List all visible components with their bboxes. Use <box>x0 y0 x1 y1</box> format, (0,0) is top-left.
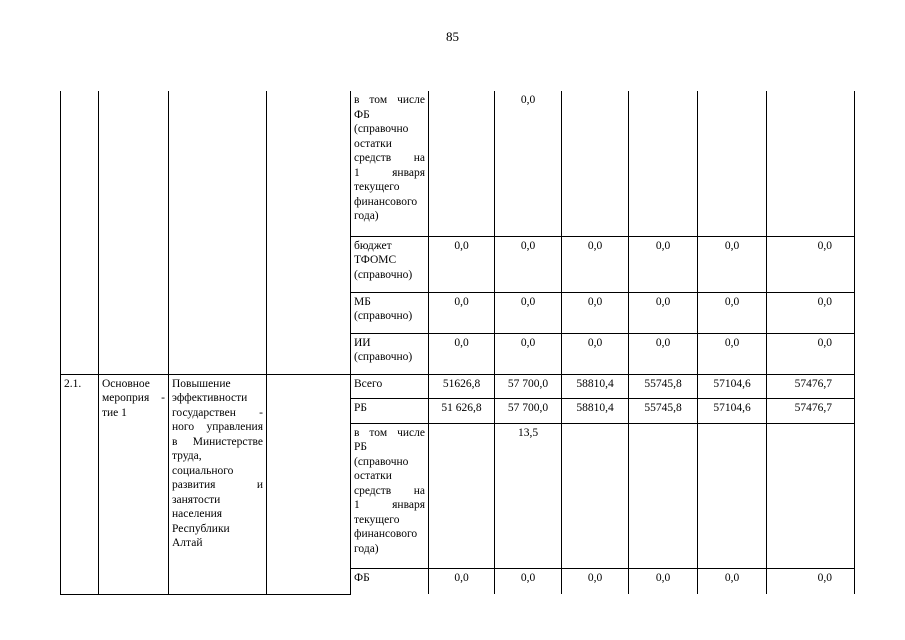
empty-cell <box>99 91 169 374</box>
empty-cell <box>169 91 267 374</box>
text-line: ТФОМС <box>354 254 397 266</box>
budget-table <box>60 91 855 595</box>
section-number: 2.1. <box>61 374 99 594</box>
value-cell: 51 626,8 <box>429 398 495 423</box>
text-line: Республики <box>172 522 230 535</box>
text-line: ИИ <box>354 336 371 349</box>
value-cell: 0,0 <box>629 568 698 594</box>
empty-cell <box>61 91 99 374</box>
text-line: ФБ <box>354 108 370 121</box>
text-line: 1 января <box>354 166 425 179</box>
value-cell: 0,0 <box>698 292 767 333</box>
text-line: средств на <box>354 484 425 497</box>
text-line: государствен - <box>172 406 263 419</box>
value-cell: 0,0 <box>629 292 698 333</box>
table-row <box>61 374 855 398</box>
value-cell: 0,0 <box>495 333 562 374</box>
value-cell: 51626,8 <box>429 374 495 398</box>
value-cell: 58810,4 <box>562 374 629 398</box>
value-cell: 0,0 <box>629 333 698 374</box>
value-cell: 57476,7 <box>767 374 855 398</box>
value-cell: 0,0 <box>429 292 495 333</box>
value-cell: 57 700,0 <box>495 398 562 423</box>
text-line: (справочно <box>354 455 409 468</box>
value-cell: 0,0 <box>495 91 562 236</box>
value-cell: 0,0 <box>562 292 629 333</box>
value-cell <box>629 91 698 236</box>
text-line: РБ <box>354 401 367 414</box>
text-line: в Министерстве <box>172 435 263 448</box>
value-cell: 0,0 <box>767 236 855 292</box>
value-cell: 57104,6 <box>698 374 767 398</box>
text-line: Всего <box>354 377 383 390</box>
value-cell <box>429 91 495 236</box>
funding-source-cell <box>351 91 429 236</box>
funding-source-cell <box>351 292 429 333</box>
value-cell <box>562 91 629 236</box>
text-line: бюджет <box>354 239 392 252</box>
text-line: текущего <box>354 513 400 526</box>
value-cell: 13,5 <box>495 423 562 568</box>
value-cell <box>629 423 698 568</box>
value-cell <box>562 423 629 568</box>
value-cell: 0,0 <box>767 568 855 594</box>
funding-source-cell <box>351 398 429 423</box>
value-cell: 55745,8 <box>629 374 698 398</box>
text-line: Повышение <box>172 377 231 390</box>
measure-name <box>169 374 267 594</box>
funding-source-cell <box>351 333 429 374</box>
text-line: года) <box>354 542 379 555</box>
value-cell: 57476,7 <box>767 398 855 423</box>
value-cell: 0,0 <box>429 568 495 594</box>
value-cell: 0,0 <box>495 292 562 333</box>
empty-cell <box>267 374 351 594</box>
text-line: развития и <box>172 479 263 491</box>
value-cell <box>767 423 855 568</box>
text-line: Основное <box>102 377 150 390</box>
value-cell: 55745,8 <box>629 398 698 423</box>
text-line: года) <box>354 210 379 222</box>
text-line: остатки <box>354 137 392 150</box>
funding-source-cell <box>351 236 429 292</box>
value-cell <box>698 91 767 236</box>
value-cell: 58810,4 <box>562 398 629 423</box>
page-number: 85 <box>446 29 459 44</box>
text-line: (справочно) <box>354 310 413 322</box>
text-line: населения <box>172 508 223 520</box>
text-line: ФБ <box>354 571 370 584</box>
text-line: мероприя - <box>102 392 165 404</box>
text-line: средств на <box>354 152 425 164</box>
text-line: финансового <box>354 528 418 540</box>
text-line: остатки <box>354 470 392 482</box>
value-cell <box>698 423 767 568</box>
text-line: РБ <box>354 441 367 453</box>
funding-source-cell <box>351 423 429 568</box>
funding-source-cell <box>351 374 429 398</box>
text-line: в том числе <box>354 94 425 106</box>
text-line: (справочно <box>354 123 409 135</box>
value-cell: 0,0 <box>698 236 767 292</box>
text-line: тие 1 <box>102 406 127 419</box>
value-cell: 0,0 <box>495 236 562 292</box>
value-cell: 0,0 <box>562 236 629 292</box>
text-line: труда, <box>172 450 202 462</box>
value-cell: 0,0 <box>698 333 767 374</box>
value-cell <box>429 423 495 568</box>
text-line: МБ <box>354 295 371 308</box>
value-cell: 0,0 <box>495 568 562 594</box>
text-line: финансового <box>354 195 418 208</box>
text-line: социального <box>172 464 234 477</box>
text-line: текущего <box>354 181 400 193</box>
value-cell: 0,0 <box>562 333 629 374</box>
value-cell: 0,0 <box>767 292 855 333</box>
text-line: (справочно) <box>354 268 413 281</box>
empty-cell <box>267 91 351 374</box>
value-cell: 0,0 <box>629 236 698 292</box>
value-cell: 57 700,0 <box>495 374 562 398</box>
value-cell: 0,0 <box>429 333 495 374</box>
value-cell: 0,0 <box>429 236 495 292</box>
table-row <box>61 91 855 236</box>
value-cell: 0,0 <box>698 568 767 594</box>
value-cell <box>767 91 855 236</box>
text-line: занятости <box>172 493 221 506</box>
text-line: Алтай <box>172 537 203 549</box>
value-cell: 0,0 <box>767 333 855 374</box>
value-cell: 57104,6 <box>698 398 767 423</box>
text-line: (справочно) <box>354 351 413 363</box>
funding-source-cell <box>351 568 429 594</box>
text-line: в том числе <box>354 426 425 439</box>
text-line: ного управления <box>172 421 263 433</box>
text-line: 1 января <box>354 499 425 511</box>
measure-type <box>99 374 169 594</box>
text-line: эффективности <box>172 392 248 404</box>
value-cell: 0,0 <box>562 568 629 594</box>
